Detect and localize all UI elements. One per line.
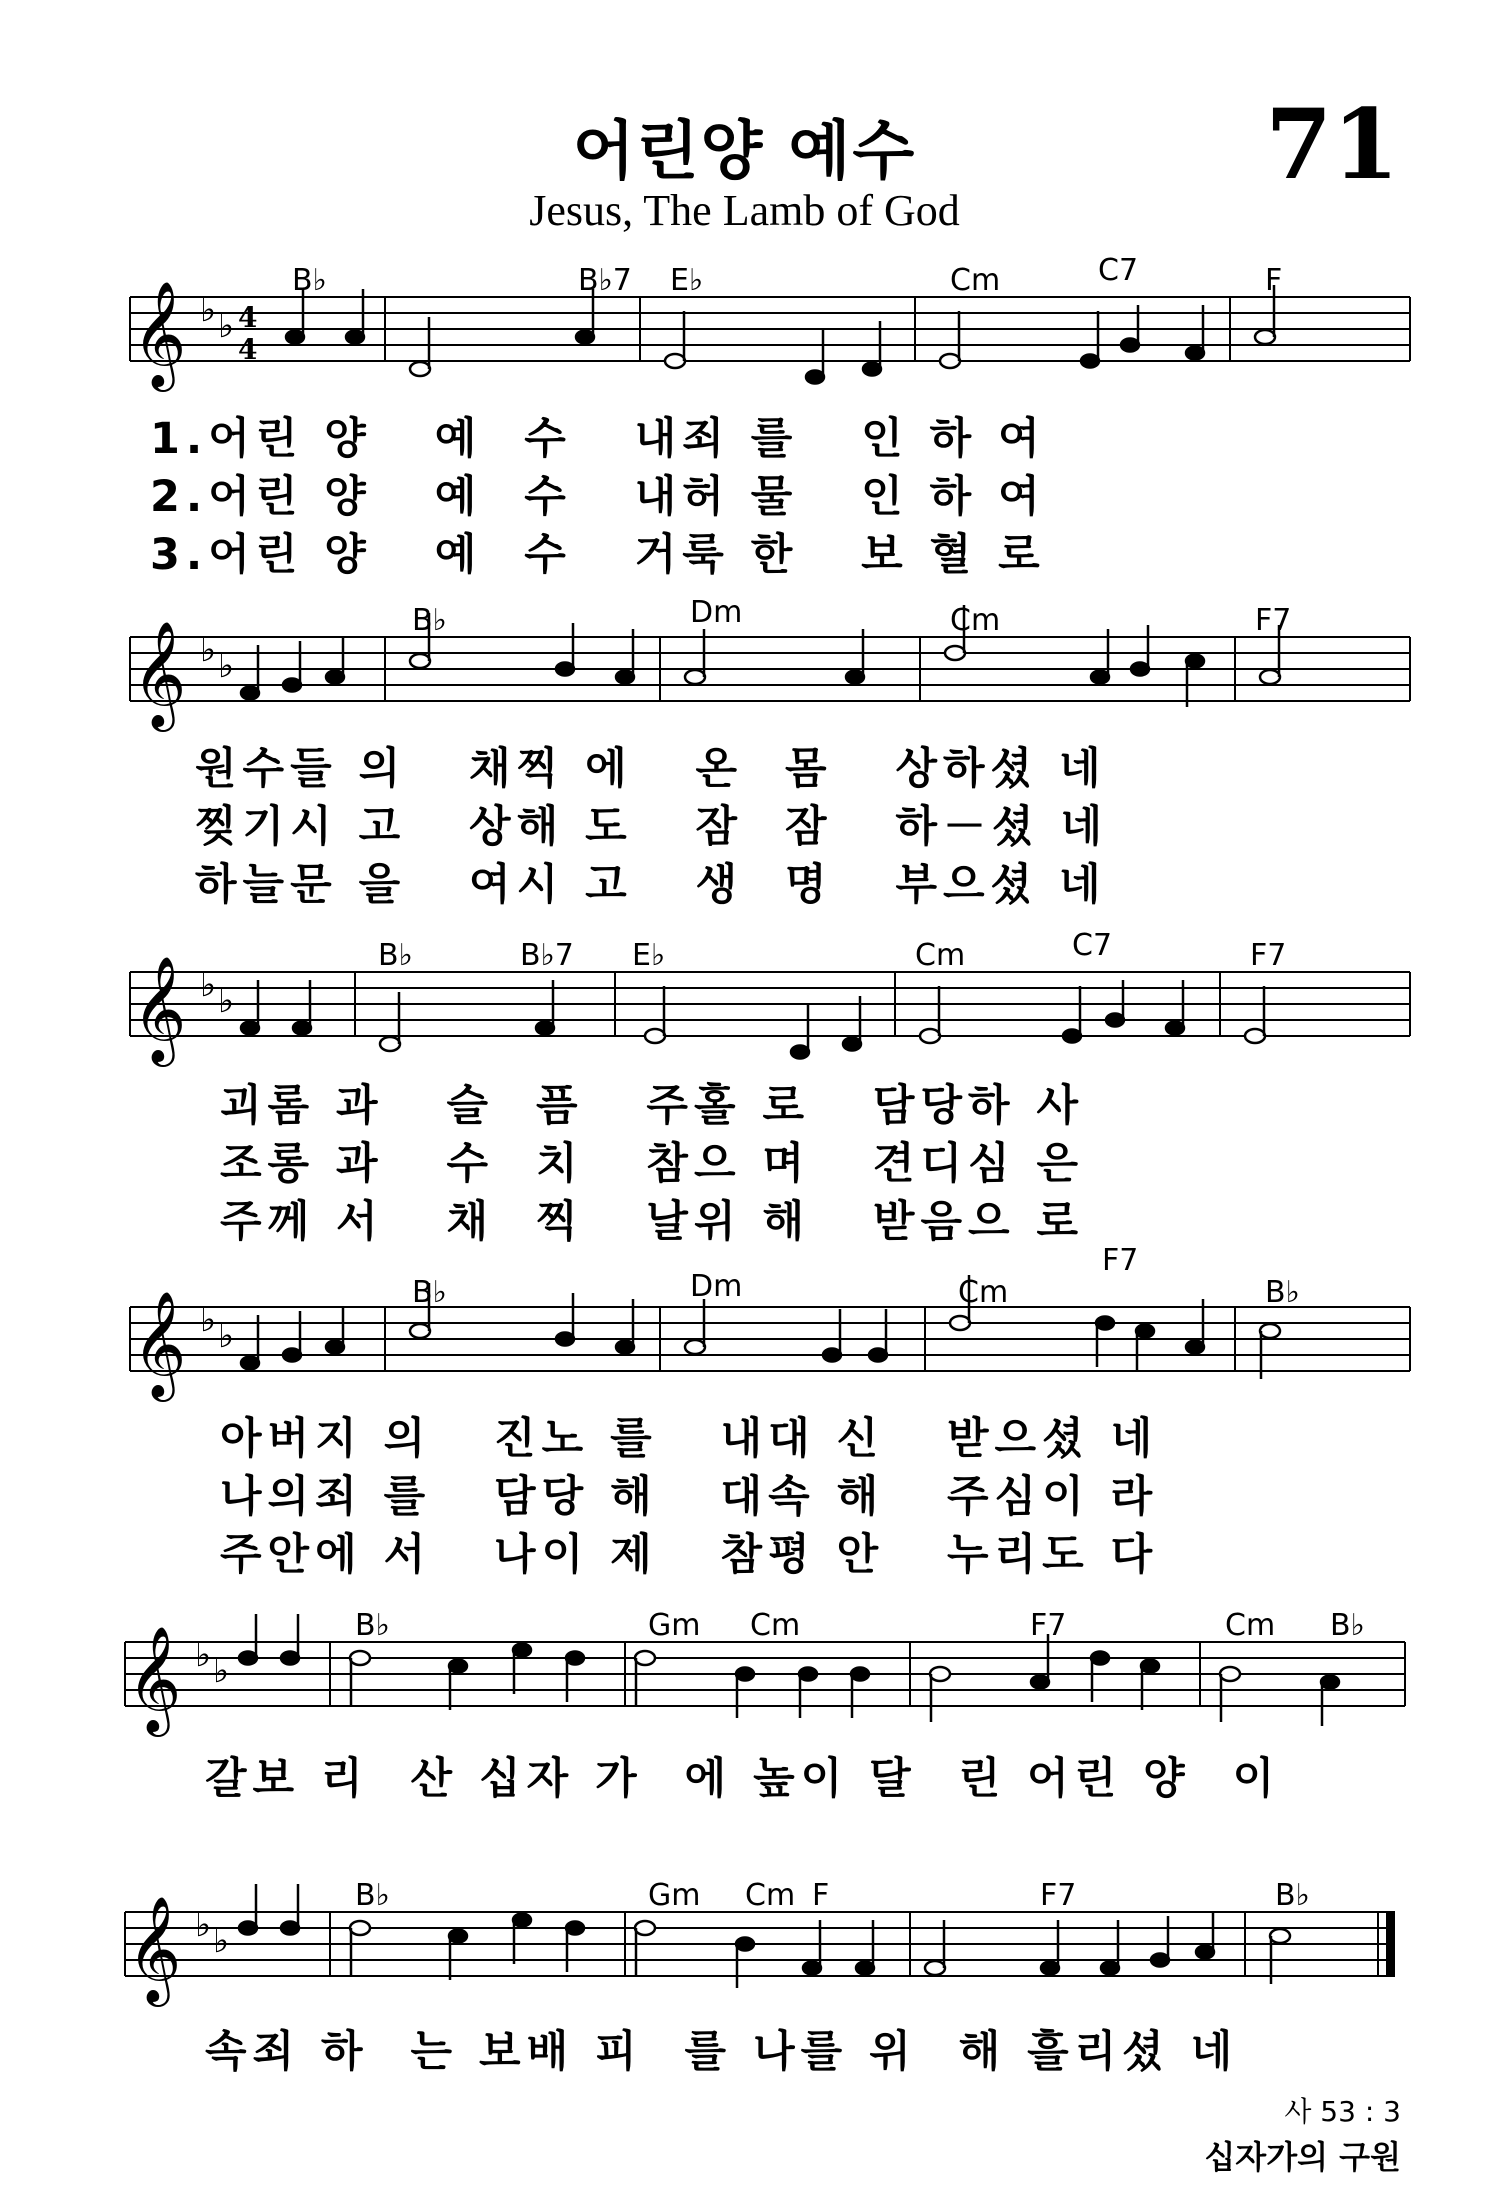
chord-label: Cm — [950, 603, 1001, 638]
chord-label: C7 — [1072, 928, 1113, 963]
svg-text:♭: ♭ — [213, 1651, 230, 1691]
music-system-5 — [0, 1600, 1489, 1804]
svg-text:4: 4 — [238, 333, 258, 366]
lyric-verse-2: 조롱 과 수 치 참으 며 견디심 은 — [220, 1139, 1085, 1189]
lyric-verse-3: 주께 서 채 찍 날위 해 받음으 로 — [220, 1197, 1085, 1247]
lyric-verse-1: 원수들 의 채찍 에 온 몸 상하셨 네 — [195, 744, 1107, 794]
svg-text:4: 4 — [238, 301, 258, 334]
svg-text:♭: ♭ — [218, 981, 235, 1021]
lyric-verse-1: 아버지 의 진노 를 내대 신 받으셨 네 — [220, 1414, 1159, 1464]
hymn-subtitle: Jesus, The Lamb of God — [529, 186, 960, 235]
chord-label: F7 — [1102, 1243, 1139, 1278]
svg-text:♭: ♭ — [213, 1921, 230, 1961]
chord-label: B♭ — [1275, 1878, 1310, 1913]
chord-label: Gm — [648, 1608, 701, 1643]
svg-text:♭: ♭ — [200, 965, 217, 1005]
chord-label: B♭ — [292, 263, 327, 298]
treble-clef-icon: 𝄞 — [127, 1625, 182, 1732]
chord-label: B♭7 — [520, 938, 574, 973]
chord-label: B♭ — [412, 603, 447, 638]
lyric-verse-3: 하늘문 을 여시 고 생 명 부으셨 네 — [195, 860, 1107, 910]
hymn-number: 71 — [1265, 88, 1399, 201]
treble-clef-icon: 𝄞 — [132, 620, 187, 727]
music-system-1 — [0, 255, 1489, 585]
music-system-2 — [0, 595, 1489, 925]
chord-label: Cm — [1225, 1608, 1276, 1643]
music-system-6 — [0, 1870, 1489, 2077]
scripture-reference: 사 53 : 3 — [1284, 2095, 1401, 2128]
chord-label: C7 — [1098, 253, 1139, 288]
treble-clef-icon: 𝄞 — [132, 955, 187, 1062]
treble-clef-icon: 𝄞 — [127, 1895, 182, 2002]
chord-label: F — [812, 1878, 830, 1913]
chord-label: B♭ — [378, 938, 413, 973]
chord-label: Cm — [958, 1275, 1009, 1310]
lyric-verse-1: 괴롬 과 슬 픔 주홀 로 담당하 사 — [220, 1081, 1085, 1131]
chord-label: F — [1265, 263, 1283, 298]
svg-text:♭: ♭ — [195, 1635, 212, 1675]
chord-label: Cm — [950, 263, 1001, 298]
svg-text:♭: ♭ — [218, 1316, 235, 1356]
chord-label: B♭ — [355, 1608, 390, 1643]
chord-label: B♭ — [1330, 1608, 1365, 1643]
chord-label: Dm — [690, 595, 743, 630]
svg-text:♭: ♭ — [218, 306, 235, 346]
chord-label: B♭ — [412, 1275, 447, 1310]
chord-label: Cm — [745, 1878, 796, 1913]
lyric-verse-3: 3.어린 양 예 수 거룩 한 보 혈 로 — [150, 530, 1046, 580]
svg-text:♭: ♭ — [200, 1300, 217, 1340]
lyric-refrain-1: 갈보 리 산 십자 가 에 높이 달 린 어린 양 이 — [205, 1754, 1281, 1804]
svg-text:♭: ♭ — [218, 646, 235, 686]
lyric-verse-2: 찢기시 고 상해 도 잠 잠 하－셨 네 — [195, 802, 1109, 852]
chord-label: B♭ — [355, 1878, 390, 1913]
svg-text:♭: ♭ — [195, 1905, 212, 1945]
chord-label: E♭ — [670, 263, 704, 298]
music-system-3 — [0, 930, 1489, 1260]
chord-label: Gm — [648, 1878, 701, 1913]
chord-label: Cm — [915, 938, 966, 973]
chord-label: Cm — [750, 1608, 801, 1643]
treble-clef-icon: 𝄞 — [132, 1290, 187, 1397]
chord-label: B♭7 — [578, 263, 632, 298]
music-system-4 — [0, 1243, 1489, 1595]
lyric-refrain-2: 속죄 하 는 보배 피 를 나를 위 해 흘리셨 네 — [205, 2027, 1239, 2077]
hymn-title: 어린양 예수 — [572, 115, 917, 189]
lyric-verse-2: 나의죄 를 담당 해 대속 해 주심이 라 — [220, 1472, 1159, 1522]
chord-label: Dm — [690, 1269, 743, 1304]
lyric-verse-3: 주안에 서 나이 제 참평 안 누리도 다 — [220, 1530, 1159, 1580]
hymn-category: 십자가의 구원 — [1204, 2138, 1401, 2176]
chord-label: B♭ — [1265, 1275, 1300, 1310]
chord-label: F7 — [1040, 1878, 1077, 1913]
treble-clef-icon: 𝄞 — [132, 280, 187, 387]
chord-label: F7 — [1250, 938, 1287, 973]
lyric-verse-1: 1.어린 양 예 수 내죄 를 인 하 여 — [150, 414, 1046, 464]
chord-label: F7 — [1255, 603, 1292, 638]
chord-label: E♭ — [632, 938, 666, 973]
chord-label: F7 — [1030, 1608, 1067, 1643]
lyric-verse-2: 2.어린 양 예 수 내허 물 인 하 여 — [150, 472, 1046, 522]
svg-text:♭: ♭ — [200, 290, 217, 330]
svg-text:♭: ♭ — [200, 630, 217, 670]
